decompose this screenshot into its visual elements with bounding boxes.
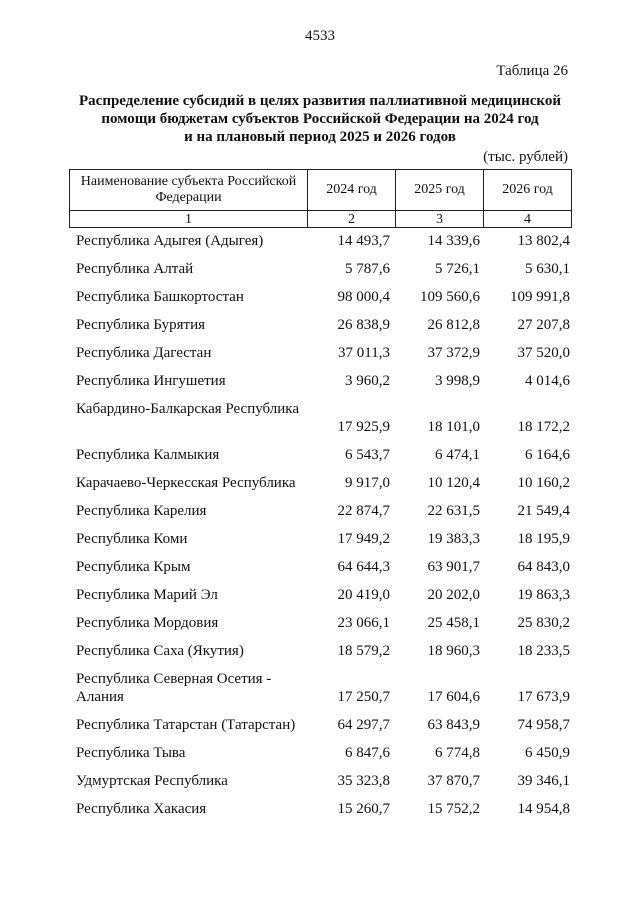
value-2024: 14 493,7: [337, 233, 390, 249]
table-body: [76, 226, 572, 822]
value-2026: 18 233,5: [517, 643, 570, 659]
region-name: Удмуртская Республика: [76, 773, 228, 789]
value-2025: 6 774,8: [435, 745, 480, 761]
value-2024: 22 874,7: [337, 503, 390, 519]
table-row: [76, 468, 572, 496]
table-label: Таблица 26: [496, 63, 568, 79]
value-2025: 18 960,3: [427, 643, 480, 659]
table-row: [76, 226, 572, 254]
value-2025: 37 372,9: [427, 345, 480, 361]
units-label: (тыс. рублей): [483, 149, 568, 165]
region-name: Республика Башкортостан: [76, 289, 244, 305]
value-2026: 18 195,9: [517, 531, 570, 547]
value-2024: 6 543,7: [345, 447, 390, 463]
title-line-3: и на плановый период 2025 и 2026 годов: [184, 129, 456, 145]
value-2026: 17 673,9: [517, 689, 570, 705]
header-number-3: 3: [396, 211, 484, 228]
value-2024: 15 260,7: [337, 801, 390, 817]
region-name: Кабардино-Балкарская Республика: [76, 401, 300, 417]
table-row: [76, 636, 572, 664]
value-2026: 6 450,9: [525, 745, 570, 761]
value-2026: 18 172,2: [517, 419, 570, 435]
value-2026: 39 346,1: [517, 773, 570, 789]
region-name: Республика Ингушетия: [76, 373, 226, 389]
header-row: [70, 170, 572, 211]
value-2024: 98 000,4: [337, 289, 390, 305]
table-row: [76, 440, 572, 468]
table-row: [76, 394, 572, 440]
region-name: Республика Бурятия: [76, 317, 206, 333]
value-2025: 22 631,5: [427, 503, 480, 519]
table-row: [76, 282, 572, 310]
value-2025: 19 383,3: [427, 531, 480, 547]
region-name: Карачаево-Черкесская Республика: [76, 475, 296, 491]
value-2024: 9 917,0: [345, 475, 390, 491]
region-name: Республика Мордовия: [76, 615, 219, 631]
title-line-2: помощи бюджетам субъектов Российской Федерации на 2024 год: [101, 111, 539, 127]
title-line-1: Распределение субсидий в целях развития паллиативной медицинской: [79, 93, 561, 109]
value-2026: 25 830,2: [517, 615, 570, 631]
header-name-column: Наименование субъекта Российской Федерации: [70, 170, 308, 211]
value-2024: 64 297,7: [337, 717, 390, 733]
value-2024: 5 787,6: [345, 261, 390, 277]
header-number-4: 4: [484, 211, 572, 228]
table-row: [76, 524, 572, 552]
region-name: Республика Алтай: [76, 261, 194, 277]
value-2024: 17 250,7: [337, 689, 390, 705]
region-name: Республика Дагестан: [76, 345, 212, 361]
header-2025-column: 2025 год: [396, 170, 484, 211]
value-2026: 10 160,2: [517, 475, 570, 491]
value-2024: 64 644,3: [337, 559, 390, 575]
value-2024: 6 847,6: [345, 745, 390, 761]
value-2024: 3 960,2: [345, 373, 390, 389]
header-number-row: [70, 211, 572, 228]
value-2026: 109 991,8: [510, 289, 570, 305]
table-row: [76, 254, 572, 282]
table-row: [76, 338, 572, 366]
region-name: Республика Северная Осетия - Алания: [76, 671, 272, 705]
value-2025: 18 101,0: [427, 419, 480, 435]
value-2025: 15 752,2: [427, 801, 480, 817]
region-name: Республика Коми: [76, 531, 188, 547]
value-2026: 13 802,4: [517, 233, 570, 249]
value-2024: 23 066,1: [337, 615, 390, 631]
region-name: Республика Хакасия: [76, 801, 207, 817]
header-number-2: 2: [308, 211, 396, 228]
value-2024: 18 579,2: [337, 643, 390, 659]
value-2026: 74 958,7: [517, 717, 570, 733]
value-2025: 26 812,8: [427, 317, 480, 333]
table-row: [76, 664, 572, 710]
value-2025: 63 843,9: [427, 717, 480, 733]
value-2026: 27 207,8: [517, 317, 570, 333]
value-2025: 63 901,7: [427, 559, 480, 575]
value-2026: 5 630,1: [525, 261, 570, 277]
table-row: [76, 608, 572, 636]
table-row: [76, 738, 572, 766]
region-name: Республика Калмыкия: [76, 447, 220, 463]
table-row: [76, 310, 572, 338]
region-name: Республика Татарстан (Татарстан): [76, 717, 296, 733]
value-2025: 109 560,6: [420, 289, 480, 305]
value-2026: 21 549,4: [517, 503, 570, 519]
region-name: Республика Адыгея (Адыгея): [76, 233, 264, 249]
table-row: [76, 496, 572, 524]
header-2026-column: 2026 год: [484, 170, 572, 211]
value-2025: 37 870,7: [427, 773, 480, 789]
value-2025: 14 339,6: [427, 233, 480, 249]
region-name: Республика Карелия: [76, 503, 207, 519]
value-2025: 25 458,1: [427, 615, 480, 631]
document-title: [60, 92, 580, 146]
table-row: [76, 552, 572, 580]
value-2024: 26 838,9: [337, 317, 390, 333]
header-2024-column: 2024 год: [308, 170, 396, 211]
value-2024: 37 011,3: [338, 345, 390, 361]
table-row: [76, 366, 572, 394]
region-name: Республика Тыва: [76, 745, 186, 761]
table-row: [76, 766, 572, 794]
value-2025: 6 474,1: [435, 447, 480, 463]
value-2024: 17 925,9: [337, 419, 390, 435]
region-name: Республика Крым: [76, 559, 191, 575]
value-2025: 17 604,6: [427, 689, 480, 705]
value-2025: 10 120,4: [427, 475, 480, 491]
value-2026: 4 014,6: [525, 373, 570, 389]
value-2024: 35 323,8: [337, 773, 390, 789]
value-2025: 20 202,0: [427, 587, 480, 603]
value-2026: 14 954,8: [517, 801, 570, 817]
value-2025: 5 726,1: [435, 261, 480, 277]
region-name: Республика Марий Эл: [76, 587, 218, 603]
page-number: 4533: [305, 28, 335, 44]
value-2024: 17 949,2: [337, 531, 390, 547]
value-2026: 19 863,3: [517, 587, 570, 603]
header-number-1: 1: [70, 211, 308, 228]
table-row: [76, 580, 572, 608]
value-2026: 37 520,0: [517, 345, 570, 361]
value-2024: 20 419,0: [337, 587, 390, 603]
table-row: [76, 794, 572, 822]
value-2025: 3 998,9: [435, 373, 480, 389]
table-header: [69, 169, 572, 228]
value-2026: 64 843,0: [517, 559, 570, 575]
region-name: Республика Саха (Якутия): [76, 643, 244, 659]
value-2026: 6 164,6: [525, 447, 570, 463]
table-row: [76, 710, 572, 738]
